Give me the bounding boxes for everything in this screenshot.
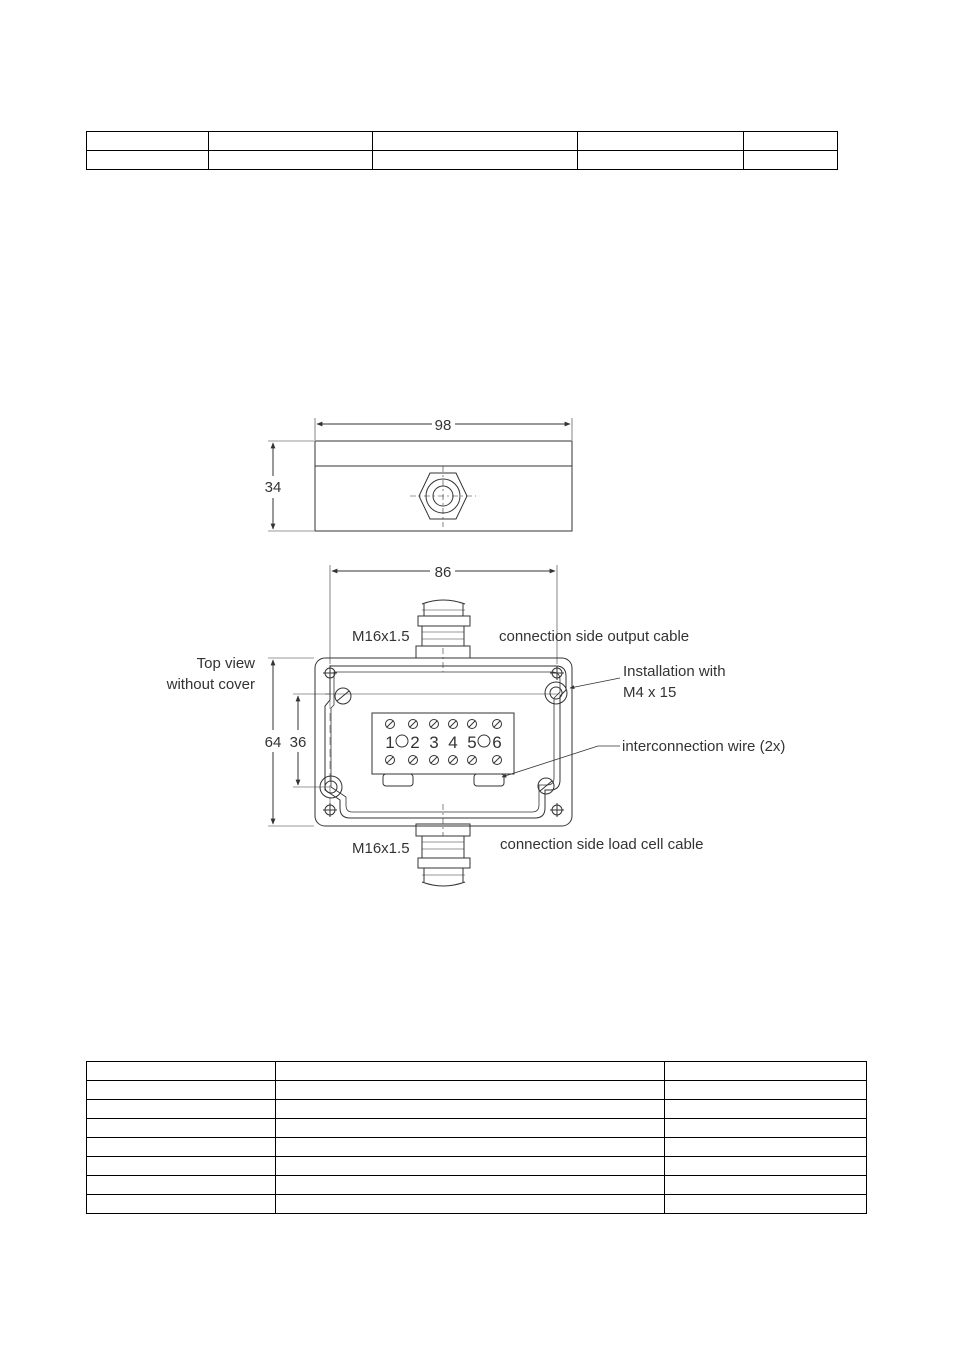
terminal-number: 5 <box>467 733 477 752</box>
output-side-label: connection side output cable <box>499 628 690 645</box>
bottom-table-row <box>87 1081 867 1100</box>
thread-top-label: M16x1.5 <box>352 628 410 645</box>
bottom-table-cell <box>665 1138 867 1157</box>
cover-screw <box>538 778 554 794</box>
top-table-cell <box>578 151 744 170</box>
bottom-table-cell <box>87 1062 276 1081</box>
terminal-number: 2 <box>410 733 420 752</box>
top-table-cell <box>373 151 578 170</box>
dim-hole-spacing: 86 <box>434 564 452 581</box>
dim-height-side: 34 <box>264 479 282 496</box>
bottom-table-cell <box>665 1176 867 1195</box>
bottom-table-cell <box>87 1138 276 1157</box>
top-table <box>86 131 838 170</box>
top-view-label-2: without cover <box>166 676 255 693</box>
cover-screw <box>335 688 351 704</box>
bottom-table-cell <box>665 1119 867 1138</box>
loadcell-side-label: connection side load cell cable <box>500 836 704 853</box>
bottom-table-cell <box>87 1195 276 1214</box>
corner-hole <box>550 803 564 817</box>
bottom-table-row <box>87 1062 867 1081</box>
bottom-table-cell <box>665 1062 867 1081</box>
side-view <box>268 418 572 531</box>
bottom-table <box>86 1061 867 1214</box>
terminal-number: 6 <box>492 733 502 752</box>
bottom-table-cell <box>665 1157 867 1176</box>
bottom-table-cell <box>276 1157 665 1176</box>
top-table-cell <box>209 132 373 151</box>
dim-width-side: 98 <box>434 417 452 434</box>
bottom-table-cell <box>665 1195 867 1214</box>
top-view-housing <box>315 658 572 826</box>
bottom-table-cell <box>87 1081 276 1100</box>
dim-height-top: 64 <box>264 734 282 751</box>
dim-inner-height: 36 <box>289 734 307 751</box>
terminal-number: 1 <box>385 733 395 752</box>
top-table-cell <box>209 151 373 170</box>
top-view-label-1: Top view <box>196 655 255 672</box>
bottom-table-cell <box>87 1157 276 1176</box>
bottom-table-row <box>87 1176 867 1195</box>
top-table-cell <box>87 132 209 151</box>
top-table-row <box>87 151 838 170</box>
wire-bridge <box>478 735 490 747</box>
bottom-table-cell <box>276 1138 665 1157</box>
bottom-table-cell <box>276 1176 665 1195</box>
thread-bottom-label: M16x1.5 <box>352 840 410 857</box>
bottom-table-cell <box>87 1119 276 1138</box>
top-table-cell <box>578 132 744 151</box>
bottom-table-cell <box>276 1195 665 1214</box>
terminal-screws-bottom <box>386 756 502 765</box>
bottom-table-row <box>87 1195 867 1214</box>
bottom-table-cell <box>665 1100 867 1119</box>
bottom-table-row <box>87 1138 867 1157</box>
installation-label-2: M4 x 15 <box>623 684 677 701</box>
terminal-number: 3 <box>429 733 439 752</box>
junction-box-drawing <box>0 400 954 900</box>
corner-hole <box>550 666 564 680</box>
top-table-cell <box>744 151 838 170</box>
bottom-table-row <box>87 1119 867 1138</box>
wire-bridge <box>396 735 408 747</box>
top-table-cell <box>744 132 838 151</box>
bottom-table-row <box>87 1157 867 1176</box>
top-table-row <box>87 132 838 151</box>
bottom-table-cell <box>276 1062 665 1081</box>
bottom-table-cell <box>87 1176 276 1195</box>
top-table-cell <box>373 132 578 151</box>
interconnection-label: interconnection wire (2x) <box>622 738 786 755</box>
terminal-screws-top <box>386 720 502 729</box>
installation-label-1: Installation with <box>623 663 726 680</box>
bottom-table-cell <box>276 1100 665 1119</box>
bottom-table-row <box>87 1100 867 1119</box>
bottom-table-cell <box>87 1100 276 1119</box>
terminal-number: 4 <box>448 733 458 752</box>
bottom-table-cell <box>276 1081 665 1100</box>
terminal-numbers <box>385 733 501 752</box>
top-table-cell <box>87 151 209 170</box>
bottom-table-cell <box>665 1081 867 1100</box>
bottom-table-cell <box>276 1119 665 1138</box>
